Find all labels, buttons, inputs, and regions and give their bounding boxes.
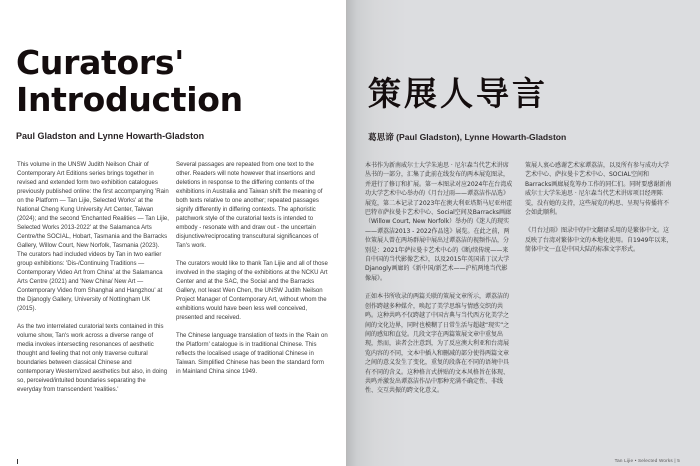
paragraph: This volume in the UNSW Judith Neilson Chair of Contemporary Art Editions series brings together in revised and extended form two exhibition catalogues previously published online: the first accompanying 'Rain on the Platform — Tan Lijie, Selected Works' at the National Cheng Kung University Art Center, Taiwan (2024); and the second 'Enchanted Realities — Tan Lijie, Selected Works 2013-2022' at the Salamanca Arts Centre/the SOCIAL, Hobart, Tasmania and the Barracks Gallery, Willow Court, New Norfolk, Tasmania (2023). The curators had included videos by Tan in two earlier group exhibitions: 'Dis-/Continuing Traditions — Contemporary Video Art from China' at the Salamanca Arts Centre (2021) and 'New China/ New Art — Contemporary Video from Shanghai and Hangzhou' at the Djanogly Gallery, University of Nottingham UK (2015).	[17, 162, 169, 312]
title-line-1: Curators'	[16, 43, 185, 82]
page-number-marker	[17, 459, 18, 464]
paragraph: As the two interrelated curatorial texts contained in this volume show, Tan's work across a diverse range of media invokes intersecting resonances of aesthetic thought and feeling that not only traverse cultural boundaries between classical Chinese and contemporary Western/ized aesthetics but also, in doing so, perceived/intuited boundaries separating the everyday from transcendent 'realities.'	[17, 324, 168, 393]
left-page-english	[0, 0, 347, 466]
title-line-2: Introduction	[16, 80, 243, 119]
chinese-text-column-1	[365, 161, 513, 405]
paragraph: The Chinese language translation of texts in the 'Rain on the Platform' catalogue is in traditional Chinese. This reflects the localised usage of traditional Chinese in Taiwan. Simplified Chinese has been the standard form in Mainland China since 1949.	[176, 333, 328, 375]
paragraph: 正如本书所收录的两篇关联的策展文章所示，谭荔洁的创作跨越多种媒介，唤起了美学思维与情感交织的共鸣。这种共鸣不仅跨越了中国古典与当代西方化美学之间的文化边界，同时也模糊了日常生活与超越“现实”之间的感知和直觉。几段文字在两篇策展文章中重复出现，然而，读者会注意到，为了反应澳大利亚和台湾展览内容的不同，文本中插入和删减的部分使得两篇文章之间的意义发生了变化，重复的段落在不同的语境中具有不同的含义。这种格言式拼贴的文本风格旨在体现、共鸣并激发出谭荔洁作品中那种充满不确定性、非线性、交互共振的跨文化意义。	[365, 293, 510, 395]
paragraph: 本书作为新南威尔士大学朱迪思 · 尼尔森当代艺术讲席丛书的一部分，汇集了此前在线发布的两本展览图录，并进行了修订和扩展。第一本图录对应2024年在台湾成功大学艺术中心举办的《月台过雨——谭荔洁作品选》展览，第二本记录了2023年在澳大利亚塔斯马尼亚州霍巴特市萨拉曼卡艺术中心、Social空间及Barracks画廊（Willow Court, New Norfolk）举办的《迷人的现实——谭荔洁2013 - 2022作品选》展览。在此之前，两位策展人曾在两场群展中展出过谭荔洁的视频作品，分别是：2021年萨拉曼卡艺术中心的《断/续传统——来自中国的当代影像艺术》，以及2015年英国诺丁汉大学Djanogly画廊的《新中国/新艺术——沪杭两地当代影像展》。	[365, 162, 513, 282]
right-page-chinese	[347, 0, 700, 466]
authors-byline-chinese: 葛思谛 (Paul Gladston), Lynne Howarth-Gladston	[368, 132, 567, 142]
text-column-2	[176, 161, 329, 386]
paragraph: The curators would like to thank Tan Lijie and all of those involved in the staging of the exhibitions at the NCKU Art Center and at the SAC, the Social and the Barracks Gallery, not least Wen Chen, the UNSW Judith Neilson Project Manager of Contemporary Art, without whom the exhibitions would have been less well conceived, presented and received.	[176, 261, 328, 321]
text-column-1	[17, 161, 170, 404]
paragraph: Several passages are repeated from one text to the other. Readers will note however that insertions and deletions in response to the differing contents of the exhibitions in Australia and Taiwan shift the meaning of both texts relative to one another; repeated passages signify differently in differing contexts. The aphoristic patchwork style of the curatorial texts is intended to embody - resonate with and draw out - the uncertain disjunctive/reciprocating transcultural significances of Tan's work.	[176, 162, 323, 249]
paragraph: 《月台过雨》图录中的中文翻译采用的是繁体中文。这反映了台湾对繁体中文的本地化使用。自1949年以来，简体中文一直是中国大陆的标准文字形式。	[525, 227, 673, 254]
page-title-english	[16, 44, 243, 118]
chinese-text-column-2	[525, 161, 673, 264]
page-title-chinese: 策展人导言	[368, 74, 548, 113]
authors-byline-english: Paul Gladston and Lynne Howarth-Gladston	[16, 131, 205, 141]
page-footer: Tan Lijie • Selected Works | 5	[614, 458, 680, 463]
paragraph: 策展人衷心感谢艺术家谭荔洁，以及所有参与成功大学艺术中心、萨拉曼卡艺术中心、SOCIAL空间和Barracks画廊展览筹办工作的同仁们。同时要感谢新南威尔士大学朱迪思 · 尼尔森当代艺术讲席项目经理陈雯，没有她的支持，这些展览的构思、呈现与传播将不会如此顺利。	[525, 162, 672, 217]
